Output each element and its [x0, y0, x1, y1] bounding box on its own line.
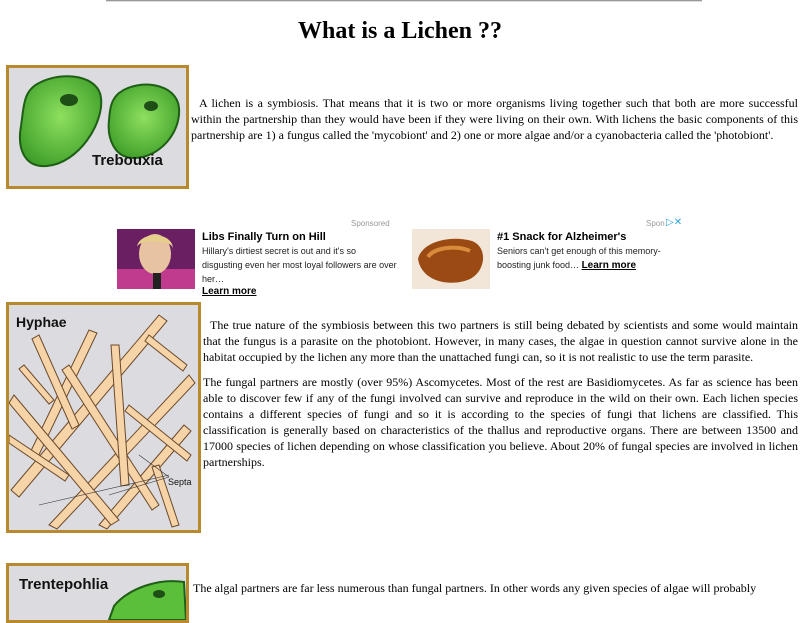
- ad-learn-more-1[interactable]: Learn more: [202, 286, 257, 297]
- symbiosis-paragraph: The true nature of the symbiosis between this two partners is still being debated by scientists and some would maintain that the fungus is a parasite on the photobiont. However, in many cases, the algae in question cannot survive alone in the habitat occupied by the lichen any more than the unattached fungi can, so it is not realistic to use the term parasite.: [203, 318, 798, 364]
- ad-learn-more-2[interactable]: Learn more: [581, 260, 637, 271]
- trentepohlia-label: Trentepohlia: [19, 576, 109, 593]
- intro-paragraph: A lichen is a symbiosis. That means that it is two or more organisms living together such that both are more successful within the partnership than they would have been if they were living on their own. With lichens the basic components of this partnership are 1) a fungus called the 'mycobiont' and 2) one or more algae and/or a cyanobacteria called the 'photobiont'.: [191, 96, 798, 142]
- fungal-partners-paragraph: The fungal partners are mostly (over 95%) Ascomycetes. Most of the rest are Basidiomycetes. As far as science has been able to discover few if any of the fungi involved can survive and reproduce in the wild on their own. Each lichen species contains a different species of fungi and so it is according to the species of fungi that lichens are classified. This classification is generally based on characteristics of the thallus and reproductive organs. There are between 13500 and 17000 species of lichen depending on whose classification you believe. About 20% of fungal species are involved in lichen partnerships.: [203, 375, 798, 469]
- ad-body-2-text: Seniors can't get enough of this memory-boosting junk food…: [497, 246, 661, 270]
- top-rule: [106, 0, 702, 2]
- hyphae-label: Hyphae: [16, 314, 67, 330]
- sponsored-label-2: Spon: [646, 219, 665, 228]
- septa-label: Septa: [168, 477, 192, 487]
- ad-body-2: [497, 244, 692, 273]
- ad-headline-1[interactable]: Libs Finally Turn on Hill: [202, 231, 326, 243]
- ad-body-1: Hillary's dirtiest secret is out and it's so disgusting even her most loyal followers are over her…: [202, 246, 397, 284]
- ad-text-2: [497, 230, 692, 273]
- ad-thumbnail-2[interactable]: [412, 229, 490, 289]
- adchoices-icon[interactable]: ▷✕: [666, 217, 683, 228]
- algal-partners-paragraph: The algal partners are far less numerous than fungal partners. In other words any given species of algae will probably: [193, 581, 757, 595]
- sponsored-ads: [117, 217, 693, 297]
- trentepohlia-illustration: [9, 566, 186, 620]
- trebouxia-figure: [6, 65, 189, 189]
- hyphae-illustration: [9, 305, 198, 530]
- hyphae-figure: [6, 302, 201, 533]
- trentepohlia-figure: [6, 563, 189, 623]
- ad-text-1: [202, 230, 397, 297]
- ad-card-1[interactable]: [117, 218, 402, 297]
- ad-thumbnail-1[interactable]: [117, 229, 195, 289]
- ad-headline-2[interactable]: #1 Snack for Alzheimer's: [497, 231, 627, 243]
- sponsored-label: Sponsored: [351, 219, 390, 228]
- page-title: What is a Lichen ??: [297, 18, 503, 44]
- trebouxia-label: Trebouxia: [92, 152, 163, 169]
- ad-card-2[interactable]: [412, 218, 692, 292]
